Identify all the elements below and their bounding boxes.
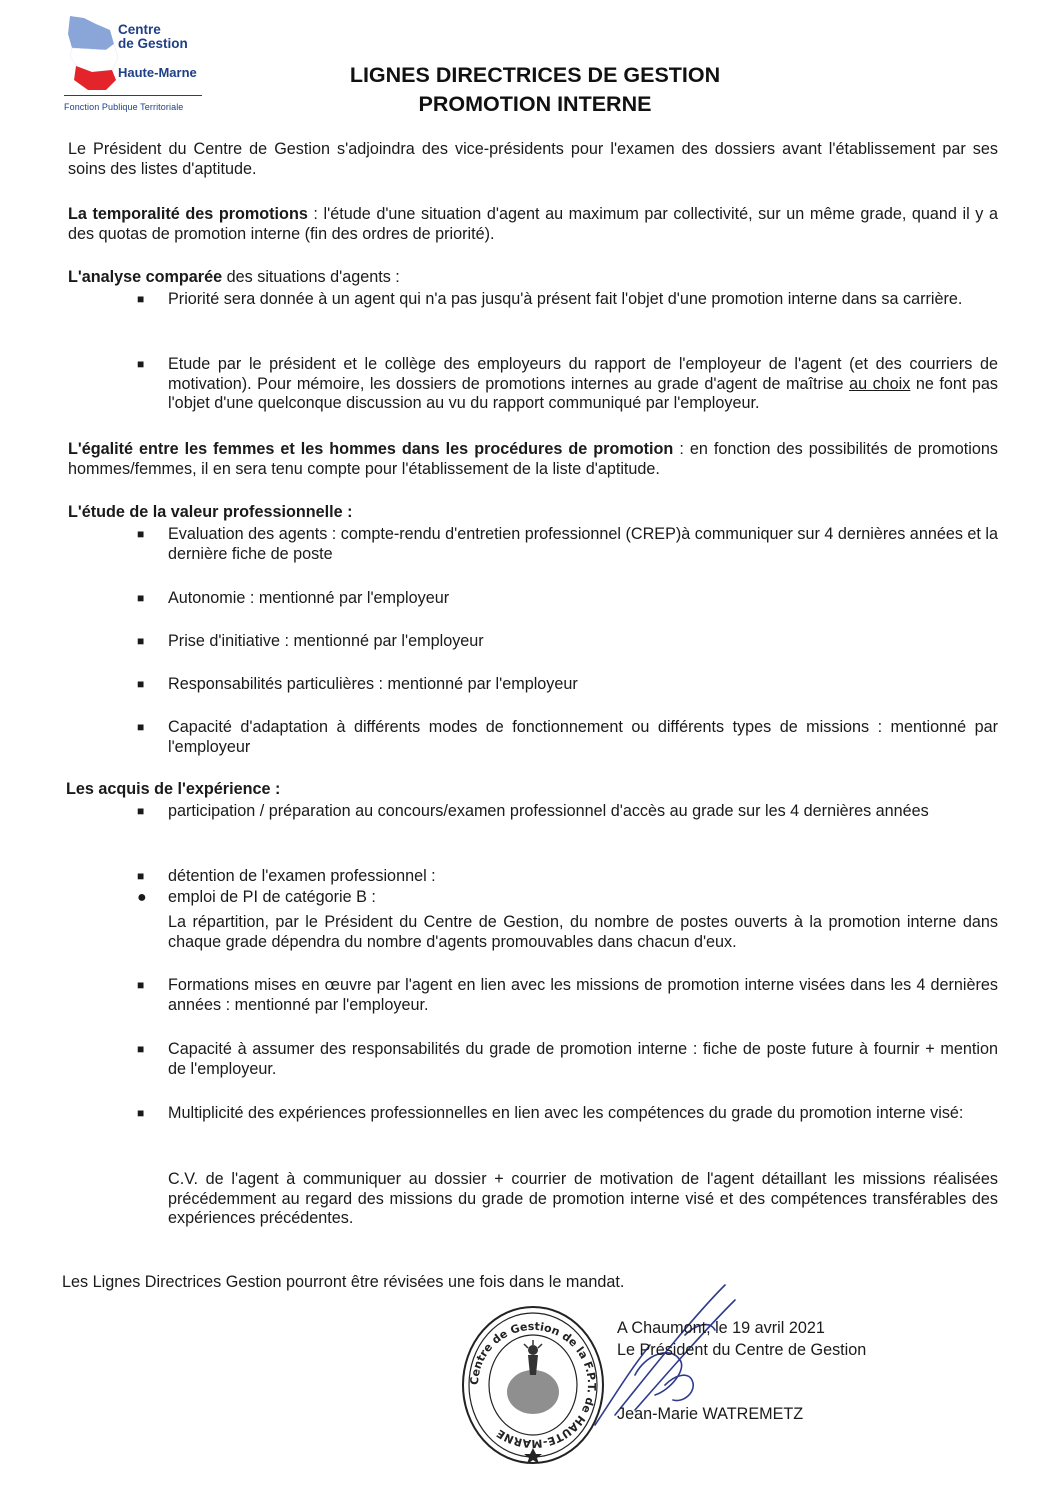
analyse-text: des situations d'agents : [222, 268, 400, 286]
bullet-icon: ■ [137, 292, 145, 306]
egalite-label: L'égalité entre les femmes et les hommes dans les procédures de promotion [68, 440, 674, 458]
acquis-item-3-detail: La répartition, par le Président du Centre de Gestion, du nombre de postes ouverts à la promotion interne dans chaque grade dépendra du nombre d'agents promouvables dans chacun d'eux. [168, 913, 998, 951]
logo [62, 14, 212, 110]
acquis-item-1: participation / préparation au concours/examen professionnel d'accès au grade sur les 4 dernières années [168, 802, 929, 820]
logo-map-icon [62, 14, 122, 94]
acquis-heading: Les acquis de l'expérience : [66, 780, 281, 798]
bullet-icon: ■ [137, 978, 145, 992]
bullet-icon: ■ [137, 1042, 145, 1056]
intro-paragraph: Le Président du Centre de Gestion s'adjoindra des vice-présidents pour l'examen des dossiers avant l'établissement par ses soins des listes d'aptitude. [68, 140, 998, 178]
valeur-item-3: Prise d'initiative : mentionné par l'employeur [168, 632, 484, 650]
temporalite-label: La temporalité des promotions [68, 205, 308, 223]
analyse-item-2-underlined: au choix [849, 374, 911, 393]
bullet-icon: ■ [137, 591, 145, 605]
acquis-item-2: détention de l'examen professionnel : [168, 867, 436, 885]
logo-line1: Centre [118, 22, 161, 37]
acquis-item-3: emploi de PI de catégorie B : [168, 888, 376, 906]
acquis-item-6: Multiplicité des expériences professionnelles en lien avec les compétences du grade du promotion interne visé: [168, 1104, 964, 1122]
valeur-heading: L'étude de la valeur professionnelle : [68, 503, 353, 521]
closing-paragraph: Les Lignes Directrices Gestion pourront être révisées une fois dans le mandat. [62, 1273, 625, 1291]
signature-place-date: A Chaumont, le 19 avril 2021 [617, 1319, 825, 1337]
bullet-icon: ■ [137, 720, 145, 734]
analyse-item-2-part1: Etude par le président et le collège des employeurs du rapport de l'employeur de l'agent (et des courriers de motivation). Pour mémoire, les dossiers de promotions internes au grade d'agent de maîtrise [168, 355, 998, 393]
round-bullet-icon: ● [137, 889, 147, 906]
valeur-item-4: Responsabilités particulières : mentionné par l'employeur [168, 675, 578, 693]
signature-name: Jean-Marie WATREMETZ [617, 1405, 804, 1423]
bullet-icon: ■ [137, 634, 145, 648]
bullet-icon: ■ [137, 677, 145, 691]
analyse-item-2 [168, 355, 998, 414]
acquis-item-5: Capacité à assumer des responsabilités du grade de promotion interne : fiche de poste future à fournir + mention de l'employeur. [168, 1040, 998, 1078]
acquis-item-6-detail: C.V. de l'agent à communiquer au dossier + courrier de motivation de l'agent détaillant les missions réalisées précédemment au regard des missions du grade de promotion interne visé et des compétences transférables des expériences précédentes. [168, 1170, 998, 1227]
logo-tagline: Fonction Publique Territoriale [64, 95, 202, 118]
valeur-item-5: Capacité d'adaptation à différents modes de fonctionnement ou différents types de missions : mentionné par l'employeur [168, 718, 998, 756]
seal-text: Centre de Gestion de la F.P.T. de HAUTE-MARNE [467, 1319, 599, 1451]
document-title-line2: PROMOTION INTERNE [418, 92, 652, 116]
analyse-item-1: Priorité sera donnée à un agent qui n'a pas jusqu'à présent fait l'objet d'une promotion interne dans sa carrière. [168, 290, 963, 308]
bullet-icon: ■ [137, 869, 145, 883]
document-title-line1: LIGNES DIRECTRICES DE GESTION [349, 63, 721, 87]
acquis-item-4: Formations mises en œuvre par l'agent en lien avec les missions de promotion interne visées dans les 4 dernières années : mentionné par l'employeur. [168, 976, 998, 1014]
valeur-item-1: Evaluation des agents : compte-rendu d'entretien professionnel (CREP)à communiquer sur 4 dernières années et la dernière fiche de poste [168, 525, 999, 563]
analyse-heading [68, 268, 998, 288]
logo-line2: de Gestion [118, 36, 188, 51]
bullet-icon: ■ [137, 357, 145, 371]
bullet-icon: ■ [137, 1106, 145, 1120]
signature-role: Le Président du Centre de Gestion [617, 1341, 867, 1359]
temporalite-paragraph [68, 205, 998, 244]
analyse-item-2-part2: ne font pas l'objet d'une quelconque discussion au vu du rapport communiqué par l'employeur. [168, 374, 998, 412]
temporalite-text: : l'étude d'une situation d'agent au maximum par collectivité, sur un même grade, quand il y a des quotas de promotion interne (fin des ordres de priorité). [68, 205, 998, 243]
egalite-paragraph [68, 440, 998, 479]
valeur-item-2: Autonomie : mentionné par l'employeur [168, 589, 450, 607]
bullet-icon: ■ [137, 804, 145, 818]
bullet-icon: ■ [137, 527, 145, 541]
logo-line3: Haute-Marne [118, 65, 197, 80]
analyse-label: L'analyse comparée [68, 268, 223, 286]
egalite-text: : en fonction des possibilités de promotions hommes/femmes, il en sera tenu compte pour l'établissement de la liste d'aptitude. [68, 440, 998, 478]
